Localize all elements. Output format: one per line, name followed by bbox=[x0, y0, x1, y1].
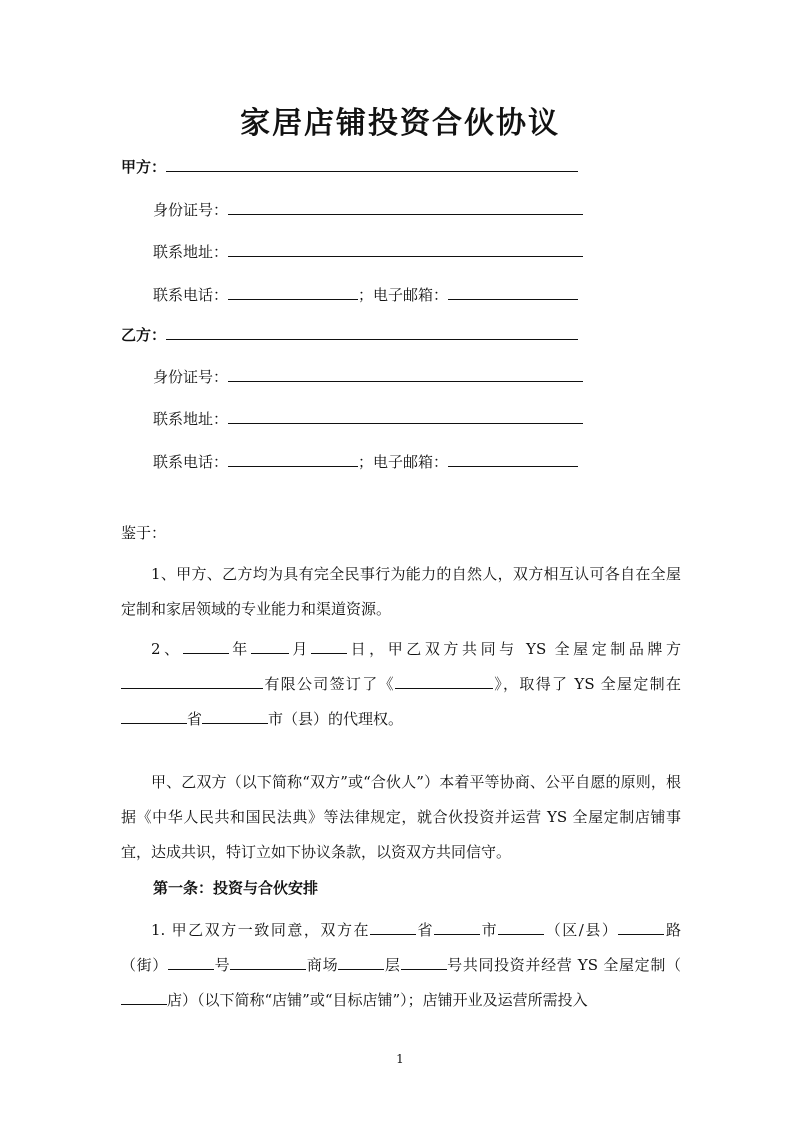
a1-store-blank bbox=[121, 989, 167, 1005]
a1-text-8: 层 bbox=[384, 956, 401, 974]
party-a-contact-row bbox=[153, 284, 578, 305]
party-a-phone-label: 联系电话： bbox=[153, 286, 229, 304]
a1-mall-blank bbox=[230, 954, 306, 970]
a1-text-6: 号 bbox=[213, 956, 231, 974]
a1-number-blank bbox=[168, 954, 214, 970]
clause2-text-5: 有限公司签订了《 bbox=[263, 675, 395, 693]
party-a-email-blank bbox=[448, 284, 578, 300]
party-b-contact-row bbox=[153, 451, 578, 472]
month-blank bbox=[251, 638, 289, 654]
party-b-address-row bbox=[153, 408, 583, 429]
clause2-text-2: 年 bbox=[228, 640, 251, 658]
party-a-label: 甲方： bbox=[121, 158, 167, 176]
clause2-text-8: 市（县）的代理权。 bbox=[268, 710, 404, 728]
a1-text-3: 市 bbox=[480, 921, 499, 939]
whereas-clause-2 bbox=[121, 632, 681, 737]
a1-district-blank bbox=[498, 919, 544, 935]
party-a-id-label: 身份证号： bbox=[153, 201, 229, 219]
a1-city-blank bbox=[434, 919, 480, 935]
brand-company-blank bbox=[121, 673, 263, 689]
a1-text-9: 号共同投资并经营 YS 全屋定制（ bbox=[446, 956, 681, 974]
page-number: 1 bbox=[396, 1052, 404, 1066]
a1-text-7: 商场 bbox=[306, 956, 339, 974]
city-blank bbox=[202, 708, 268, 724]
whereas-clause-1: 1、甲方、乙方均为具有完全民事行为能力的自然人，双方相互认可各自在全屋定制和家居领域的专业能力和渠道资源。 bbox=[121, 565, 681, 618]
party-b-email-label: ；电子邮箱： bbox=[358, 453, 449, 471]
party-b-id-label: 身份证号： bbox=[153, 368, 229, 386]
year-blank bbox=[183, 638, 229, 654]
a1-text-1: 1. 甲乙双方一致同意，双方在 bbox=[151, 921, 371, 939]
party-a-id-blank bbox=[228, 199, 583, 215]
party-b-address-label: 联系地址： bbox=[153, 410, 229, 428]
clause2-text-7: 省 bbox=[187, 710, 203, 728]
party-a-phone-blank bbox=[228, 284, 358, 300]
party-a-address-label: 联系地址： bbox=[153, 243, 229, 261]
a1-province-blank bbox=[370, 919, 416, 935]
clause2-text-4: 日，甲乙双方共同与 YS 全屋定制品牌方 bbox=[347, 640, 681, 658]
contract-name-blank bbox=[395, 673, 493, 689]
province-blank bbox=[121, 708, 187, 724]
party-a-row bbox=[121, 156, 578, 177]
a1-text-4: （区/县） bbox=[544, 921, 619, 939]
day-blank bbox=[311, 638, 347, 654]
party-a-id-row bbox=[153, 199, 583, 220]
clause2-text-1: 2、 bbox=[151, 640, 183, 658]
clause2-text-3: 月 bbox=[288, 640, 311, 658]
a1-road-blank bbox=[618, 919, 664, 935]
a1-unit-blank bbox=[401, 954, 447, 970]
party-b-label: 乙方： bbox=[121, 326, 167, 344]
party-b-address-blank bbox=[228, 408, 583, 424]
a1-text-10: 店）（以下简称“店铺”或“目标店铺”）；店铺开业及运营所需投入 bbox=[167, 991, 588, 1009]
party-b-id-blank bbox=[228, 366, 583, 382]
intro-paragraph: 甲、乙双方（以下简称“双方”或“合伙人”）本着平等协商、公平自愿的原则，根据《中华人民共和国民法典》等法律规定，就合伙投资并运营 YS 全屋定制店铺事宜，达成共识，特订立如下协议条款，以资双方共同信守。 bbox=[121, 773, 681, 861]
party-a-email-label: ；电子邮箱： bbox=[358, 286, 449, 304]
article-1-item-1 bbox=[121, 913, 681, 1018]
party-b-phone-blank bbox=[228, 451, 358, 467]
party-b-phone-label: 联系电话： bbox=[153, 453, 229, 471]
whereas-heading: 鉴于： bbox=[121, 524, 167, 542]
party-b-row bbox=[121, 324, 578, 345]
a1-floor-blank bbox=[338, 954, 384, 970]
party-a-name-blank bbox=[166, 156, 578, 172]
document-title: 家居店铺投资合伙协议 bbox=[240, 106, 560, 141]
party-b-id-row bbox=[153, 366, 583, 387]
party-b-email-blank bbox=[448, 451, 578, 467]
party-a-address-blank bbox=[228, 241, 583, 257]
a1-text-5: 路（街） bbox=[121, 921, 681, 974]
party-b-name-blank bbox=[166, 324, 578, 340]
clause2-text-6: 》，取得了 YS 全屋定制在 bbox=[492, 675, 681, 693]
a1-text-2: 省 bbox=[416, 921, 435, 939]
party-a-address-row bbox=[153, 241, 583, 262]
article-1-heading: 第一条：投资与合伙安排 bbox=[153, 879, 319, 897]
